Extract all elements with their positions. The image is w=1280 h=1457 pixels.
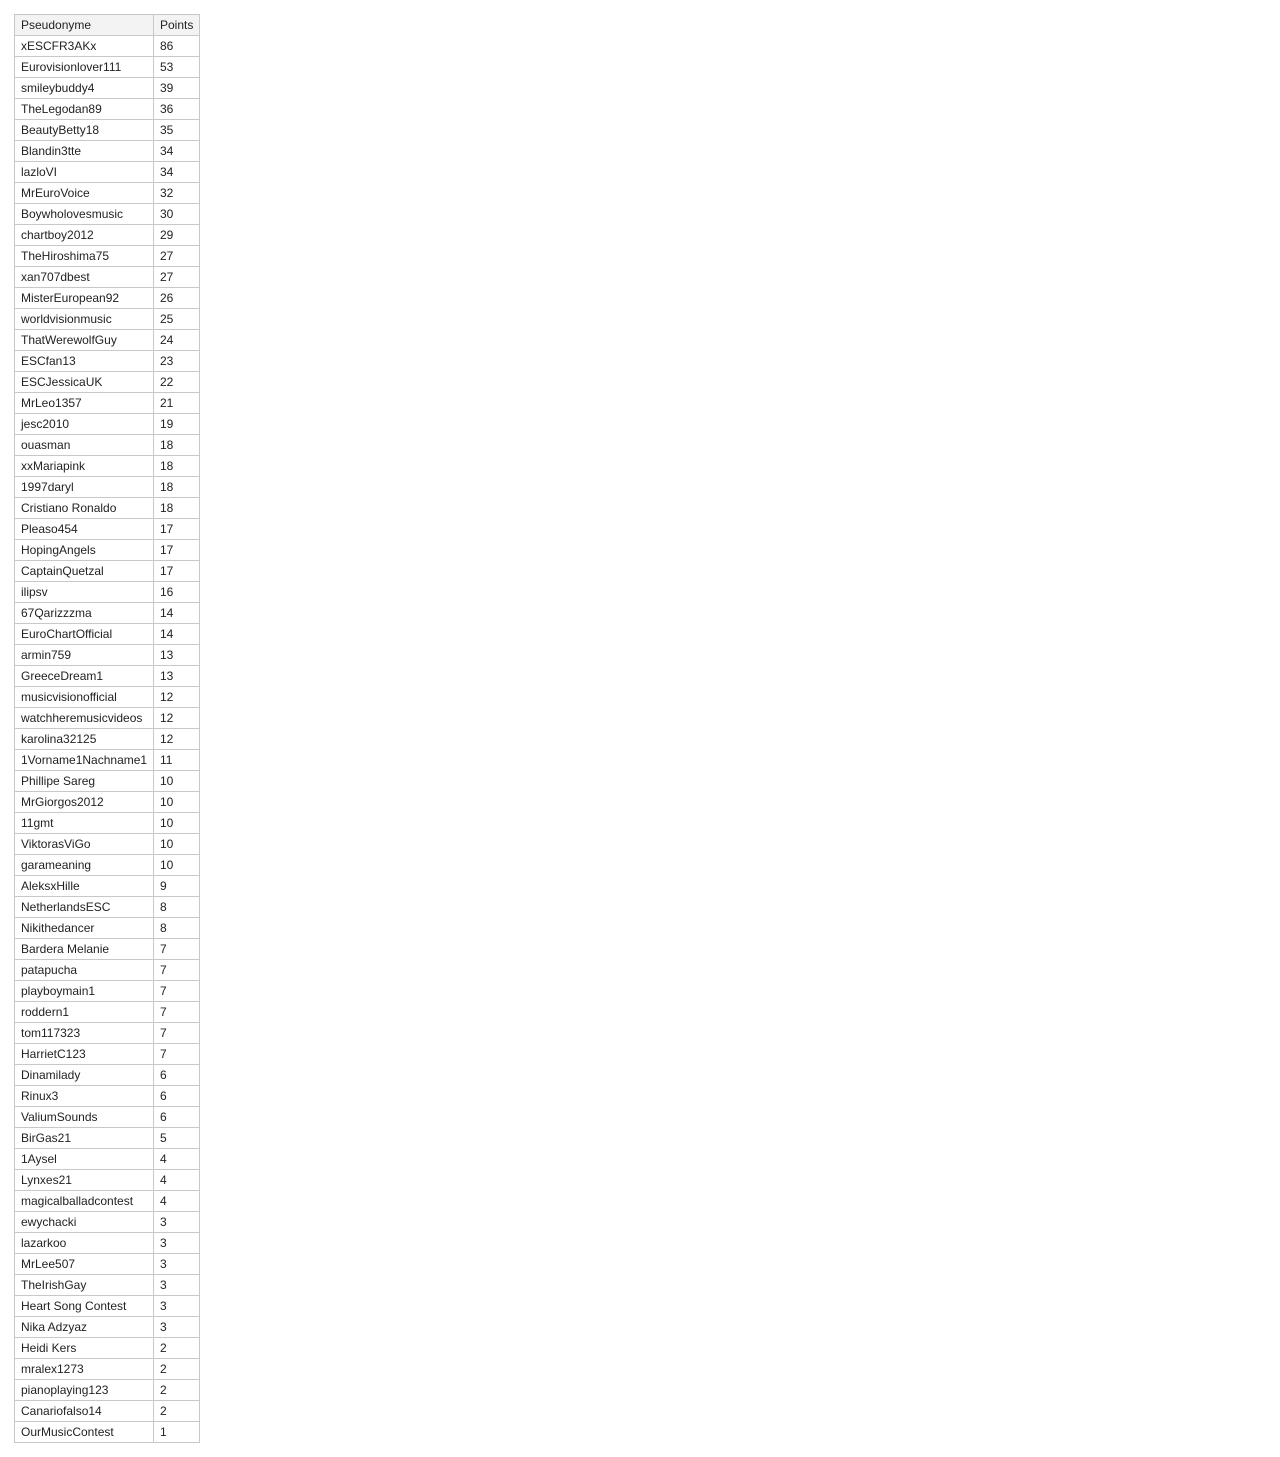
points-cell: 6	[154, 1086, 200, 1107]
points-cell: 7	[154, 1002, 200, 1023]
table-row	[15, 78, 200, 99]
table-row	[15, 183, 200, 204]
pseudonyme-cell: Cristiano Ronaldo	[15, 498, 154, 519]
pseudonyme-cell: Pleaso454	[15, 519, 154, 540]
pseudonyme-cell: MrGiorgos2012	[15, 792, 154, 813]
table-row	[15, 540, 200, 561]
table-row	[15, 162, 200, 183]
pseudonyme-cell: Heidi Kers	[15, 1338, 154, 1359]
pseudonyme-cell: Phillipe Sareg	[15, 771, 154, 792]
points-cell: 32	[154, 183, 200, 204]
pseudonyme-cell: 11gmt	[15, 813, 154, 834]
pseudonyme-cell: armin759	[15, 645, 154, 666]
table-row	[15, 141, 200, 162]
table-row	[15, 267, 200, 288]
table-row	[15, 477, 200, 498]
table-row	[15, 414, 200, 435]
points-cell: 2	[154, 1359, 200, 1380]
pseudonyme-cell: AleksxHille	[15, 876, 154, 897]
table-header-row	[15, 15, 200, 36]
points-cell: 4	[154, 1170, 200, 1191]
table-row	[15, 1317, 200, 1338]
table-row	[15, 897, 200, 918]
table-row	[15, 1023, 200, 1044]
pseudonyme-cell: roddern1	[15, 1002, 154, 1023]
pseudonyme-cell: Blandin3tte	[15, 141, 154, 162]
table-row	[15, 1044, 200, 1065]
pseudonyme-cell: CaptainQuetzal	[15, 561, 154, 582]
pseudonyme-cell: GreeceDream1	[15, 666, 154, 687]
table-row	[15, 519, 200, 540]
pseudonyme-cell: Dinamilady	[15, 1065, 154, 1086]
table-row	[15, 561, 200, 582]
table-row	[15, 582, 200, 603]
table-row	[15, 246, 200, 267]
pseudonyme-cell: worldvisionmusic	[15, 309, 154, 330]
points-cell: 18	[154, 435, 200, 456]
points-cell: 27	[154, 267, 200, 288]
table-row	[15, 771, 200, 792]
points-cell: 8	[154, 918, 200, 939]
table-row	[15, 288, 200, 309]
pseudonyme-cell: ouasman	[15, 435, 154, 456]
pseudonyme-cell: Bardera Melanie	[15, 939, 154, 960]
table-body	[15, 36, 200, 1443]
table-row	[15, 120, 200, 141]
table-row	[15, 1212, 200, 1233]
points-cell: 53	[154, 57, 200, 78]
table-row	[15, 792, 200, 813]
points-cell: 13	[154, 645, 200, 666]
points-cell: 17	[154, 540, 200, 561]
points-cell: 10	[154, 771, 200, 792]
table-row	[15, 1422, 200, 1443]
points-cell: 3	[154, 1317, 200, 1338]
table-row	[15, 834, 200, 855]
table-row	[15, 99, 200, 120]
pseudonyme-cell: TheLegodan89	[15, 99, 154, 120]
table-row	[15, 666, 200, 687]
pseudonyme-cell: xxMariapink	[15, 456, 154, 477]
points-cell: 3	[154, 1296, 200, 1317]
points-cell: 9	[154, 876, 200, 897]
points-cell: 14	[154, 624, 200, 645]
points-cell: 17	[154, 519, 200, 540]
pseudonyme-cell: OurMusicContest	[15, 1422, 154, 1443]
table-row	[15, 1107, 200, 1128]
pseudonyme-cell: ThatWerewolfGuy	[15, 330, 154, 351]
pseudonyme-cell: Lynxes21	[15, 1170, 154, 1191]
pseudonyme-cell: playboymain1	[15, 981, 154, 1002]
points-cell: 18	[154, 477, 200, 498]
points-cell: 23	[154, 351, 200, 372]
pseudonyme-cell: Canariofalso14	[15, 1401, 154, 1422]
points-cell: 21	[154, 393, 200, 414]
table-row	[15, 750, 200, 771]
pseudonyme-cell: 1997daryl	[15, 477, 154, 498]
table-row	[15, 603, 200, 624]
points-cell: 7	[154, 1023, 200, 1044]
table-row	[15, 1002, 200, 1023]
points-cell: 14	[154, 603, 200, 624]
pseudonyme-cell: 1Aysel	[15, 1149, 154, 1170]
table-row	[15, 498, 200, 519]
pseudonyme-cell: mralex1273	[15, 1359, 154, 1380]
table-row	[15, 1128, 200, 1149]
table-row	[15, 813, 200, 834]
pseudonyme-cell: 1Vorname1Nachname1	[15, 750, 154, 771]
pseudonyme-cell: MrEuroVoice	[15, 183, 154, 204]
pseudonyme-cell: HarrietC123	[15, 1044, 154, 1065]
table-row	[15, 435, 200, 456]
points-cell: 39	[154, 78, 200, 99]
pseudonyme-cell: TheIrishGay	[15, 1275, 154, 1296]
points-cell: 6	[154, 1107, 200, 1128]
points-cell: 11	[154, 750, 200, 771]
points-cell: 36	[154, 99, 200, 120]
table-row	[15, 204, 200, 225]
table-row	[15, 729, 200, 750]
points-cell: 26	[154, 288, 200, 309]
pseudonyme-cell: karolina32125	[15, 729, 154, 750]
pseudonyme-cell: BirGas21	[15, 1128, 154, 1149]
points-cell: 4	[154, 1191, 200, 1212]
table-row	[15, 708, 200, 729]
table-row	[15, 1149, 200, 1170]
pseudonyme-cell: Eurovisionlover111	[15, 57, 154, 78]
table-row	[15, 1065, 200, 1086]
points-cell: 7	[154, 939, 200, 960]
table-row	[15, 1191, 200, 1212]
points-cell: 2	[154, 1380, 200, 1401]
pseudonyme-cell: ilipsv	[15, 582, 154, 603]
points-cell: 3	[154, 1275, 200, 1296]
points-cell: 3	[154, 1233, 200, 1254]
points-cell: 22	[154, 372, 200, 393]
points-cell: 7	[154, 981, 200, 1002]
points-cell: 10	[154, 855, 200, 876]
table-row	[15, 1275, 200, 1296]
table-row	[15, 330, 200, 351]
table-row	[15, 1170, 200, 1191]
table-row	[15, 939, 200, 960]
pseudonyme-cell: smileybuddy4	[15, 78, 154, 99]
pseudonyme-cell: MrLee507	[15, 1254, 154, 1275]
table-row	[15, 1359, 200, 1380]
points-cell: 3	[154, 1254, 200, 1275]
pseudonyme-cell: ViktorasViGo	[15, 834, 154, 855]
points-cell: 17	[154, 561, 200, 582]
table-row	[15, 57, 200, 78]
table-row	[15, 372, 200, 393]
points-cell: 34	[154, 141, 200, 162]
points-cell: 2	[154, 1401, 200, 1422]
table-row	[15, 351, 200, 372]
pseudonyme-cell: BeautyBetty18	[15, 120, 154, 141]
points-cell: 18	[154, 456, 200, 477]
table-row	[15, 1401, 200, 1422]
points-cell: 27	[154, 246, 200, 267]
points-table	[14, 14, 200, 1443]
table-row	[15, 960, 200, 981]
table-row	[15, 624, 200, 645]
pseudonyme-cell: MrLeo1357	[15, 393, 154, 414]
points-cell: 16	[154, 582, 200, 603]
pseudonyme-cell: ValiumSounds	[15, 1107, 154, 1128]
points-cell: 4	[154, 1149, 200, 1170]
points-cell: 12	[154, 687, 200, 708]
table-row	[15, 1086, 200, 1107]
points-cell: 10	[154, 792, 200, 813]
points-cell: 3	[154, 1212, 200, 1233]
table-row	[15, 309, 200, 330]
points-cell: 18	[154, 498, 200, 519]
column-header-points: Points	[154, 15, 200, 36]
pseudonyme-cell: HopingAngels	[15, 540, 154, 561]
table-row	[15, 1254, 200, 1275]
pseudonyme-cell: pianoplaying123	[15, 1380, 154, 1401]
pseudonyme-cell: magicalballadcontest	[15, 1191, 154, 1212]
pseudonyme-cell: Heart Song Contest	[15, 1296, 154, 1317]
points-cell: 24	[154, 330, 200, 351]
table-row	[15, 876, 200, 897]
pseudonyme-cell: chartboy2012	[15, 225, 154, 246]
pseudonyme-cell: TheHiroshima75	[15, 246, 154, 267]
pseudonyme-cell: 67Qarizzzma	[15, 603, 154, 624]
points-cell: 12	[154, 729, 200, 750]
ranking-sheet	[14, 14, 200, 1443]
table-row	[15, 855, 200, 876]
table-row	[15, 1380, 200, 1401]
table-row	[15, 1296, 200, 1317]
pseudonyme-cell: MisterEuropean92	[15, 288, 154, 309]
points-cell: 19	[154, 414, 200, 435]
pseudonyme-cell: lazloVI	[15, 162, 154, 183]
points-cell: 86	[154, 36, 200, 57]
table-row	[15, 393, 200, 414]
pseudonyme-cell: Boywholovesmusic	[15, 204, 154, 225]
table-row	[15, 981, 200, 1002]
points-cell: 7	[154, 1044, 200, 1065]
points-cell: 10	[154, 813, 200, 834]
points-cell: 30	[154, 204, 200, 225]
table-row	[15, 1233, 200, 1254]
points-cell: 25	[154, 309, 200, 330]
table-row	[15, 1338, 200, 1359]
points-cell: 8	[154, 897, 200, 918]
points-cell: 13	[154, 666, 200, 687]
points-cell: 6	[154, 1065, 200, 1086]
pseudonyme-cell: xESCFR3AKx	[15, 36, 154, 57]
pseudonyme-cell: Nika Adzyaz	[15, 1317, 154, 1338]
pseudonyme-cell: watchheremusicvideos	[15, 708, 154, 729]
pseudonyme-cell: garameaning	[15, 855, 154, 876]
pseudonyme-cell: ewychacki	[15, 1212, 154, 1233]
pseudonyme-cell: tom117323	[15, 1023, 154, 1044]
column-header-pseudonyme: Pseudonyme	[15, 15, 154, 36]
pseudonyme-cell: EuroChartOfficial	[15, 624, 154, 645]
points-cell: 5	[154, 1128, 200, 1149]
pseudonyme-cell: Rinux3	[15, 1086, 154, 1107]
points-cell: 35	[154, 120, 200, 141]
pseudonyme-cell: Nikithedancer	[15, 918, 154, 939]
table-row	[15, 687, 200, 708]
pseudonyme-cell: lazarkoo	[15, 1233, 154, 1254]
table-row	[15, 456, 200, 477]
pseudonyme-cell: musicvisionofficial	[15, 687, 154, 708]
table-row	[15, 918, 200, 939]
table-row	[15, 36, 200, 57]
pseudonyme-cell: ESCJessicaUK	[15, 372, 154, 393]
points-cell: 10	[154, 834, 200, 855]
table-row	[15, 645, 200, 666]
pseudonyme-cell: NetherlandsESC	[15, 897, 154, 918]
points-cell: 2	[154, 1338, 200, 1359]
pseudonyme-cell: jesc2010	[15, 414, 154, 435]
points-cell: 12	[154, 708, 200, 729]
points-cell: 29	[154, 225, 200, 246]
points-cell: 34	[154, 162, 200, 183]
pseudonyme-cell: xan707dbest	[15, 267, 154, 288]
points-cell: 1	[154, 1422, 200, 1443]
table-row	[15, 225, 200, 246]
pseudonyme-cell: ESCfan13	[15, 351, 154, 372]
pseudonyme-cell: patapucha	[15, 960, 154, 981]
points-cell: 7	[154, 960, 200, 981]
